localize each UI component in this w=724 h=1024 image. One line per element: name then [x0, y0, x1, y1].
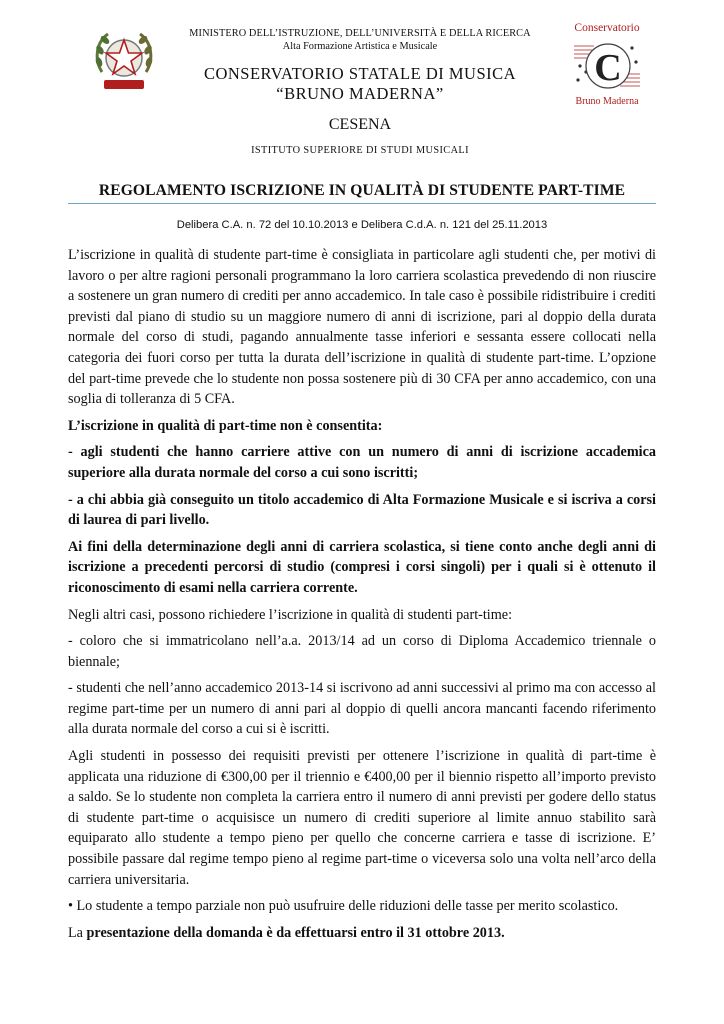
logo-subtitle: Bruno Maderna	[575, 96, 639, 107]
paragraph-exclusion-2: - a chi abbia già conseguito un titolo accademico di Alta Formazione Musicale e si iscriva a corsi di laurea di pari livello.	[68, 491, 656, 529]
music-score-logo-icon	[572, 36, 642, 96]
paragraph-not-allowed-heading: L’iscrizione in qualità di part-time non è consentita:	[68, 417, 383, 434]
paragraph-fees: Agli studenti in possesso dei requisiti previsti per ottenere l’iscrizione in qualità di part-time è applicata una riduzione di €300,00 per il triennio e €400,00 per il biennio rispetto all’importo previsto a saldo. Se lo studente non completa la carriera entro il numero di anni previsti per godere dello status di studente part-time o acquisisce un numero di crediti superiore al limite annuo stabilito sarà equiparato allo studente a tempo pieno per quello che concerne carriera e tasse di iscrizione. E’ possibile passare dal regime tempo pieno al regime part-time o viceversa solo una volta nell’arco della carriera universitaria.	[68, 748, 656, 888]
paragraph-merit-reduction: • Lo studente a tempo parziale non può usufruire delle riduzioni delle tasse per merito scolastico.	[68, 898, 619, 915]
conservatory-name: CONSERVATORIO STATALE DI MUSICA	[203, 64, 517, 83]
paragraph-case-2: - studenti che nell’anno accademico 2013-14 si iscrivono ad anni successivi al primo ma con accesso al regime part-time per un numero di anni pari al doppio di quelli ancora mancanti facendo riferimento alla durata normale del corso a cui si è iscritti.	[68, 680, 656, 738]
paragraph-deadline	[68, 923, 656, 944]
conservatory-dedication: “BRUNO MADERNA”	[276, 84, 444, 103]
title-underline	[68, 203, 656, 204]
italian-republic-emblem	[92, 26, 156, 98]
paragraph-intro: L’iscrizione in qualità di studente part-time è consigliata in particolare agli studenti che, per motivi di lavoro o per altre ragioni personali programmano la loro carriera scolastica prevedendo di non riuscire a sostenere un gran numero di crediti per anno accademico. In tale caso è possibile ridistribuire i crediti previsti dal piano di studio su un maggiore numero di anni di iscrizione, pari al doppio della durata normale del corso di studi, pagando annualmente tasse inferiori e sessanta essere collocati nella categoria dei fuori corso per tutta la durata dell’iscrizione in qualità di studente part-time. L’opzione del part-time prevede che lo studente non possa sostenere più di 30 CFA per anno accademico, con una soglia di tolleranza di 5 CFA.	[68, 247, 656, 408]
deadline-prefix: La	[68, 924, 87, 941]
institute-name: ISTITUTO SUPERIORE DI STUDI MUSICALI	[251, 145, 469, 156]
logo-letter: C	[594, 47, 622, 89]
document-body	[68, 245, 656, 949]
document-title: REGOLAMENTO ISCRIZIONE IN QUALITÀ DI STUDENTE PART-TIME	[98, 182, 626, 199]
afam-subtitle: Alta Formazione Artistica e Musicale	[282, 41, 438, 52]
logo-title: Conservatorio	[574, 22, 640, 34]
deadline-text: presentazione della domanda è da effettuarsi entro il 31 ottobre 2013.	[86, 924, 505, 941]
paragraph-case-1: - coloro che si immatricolano nell’a.a. 2013/14 ad un corso di Diploma Accademico triennale o biennale;	[68, 633, 656, 670]
paragraph-exclusion-1: - agli studenti che hanno carriere attive con un numero di anni di iscrizione accademica superiore alla durata normale del corso a cui sono iscritti;	[68, 444, 656, 481]
emblem-star-icon	[92, 26, 156, 98]
paragraph-other-cases: Negli altri casi, possono richiedere l’iscrizione in qualità di studenti part-time:	[68, 606, 513, 623]
delibera-reference: Delibera C.A. n. 72 del 10.10.2013 e Delibera C.d.A. n. 121 del 25.11.2013	[176, 219, 548, 231]
conservatory-logo	[566, 22, 648, 108]
paragraph-career-years: Ai fini della determinazione degli anni di carriera scolastica, si tiene conto anche degli anni di iscrizione a precedenti percorsi di studio (compresi i corsi singoli) per i quali si è ottenuto il riconoscimento di esami nella carriera corrente.	[68, 538, 656, 596]
city-name: CESENA	[328, 116, 392, 133]
ministry-name: MINISTERO DELL’ISTRUZIONE, DELL’UNIVERSITÀ E DELLA RICERCA	[189, 28, 531, 39]
